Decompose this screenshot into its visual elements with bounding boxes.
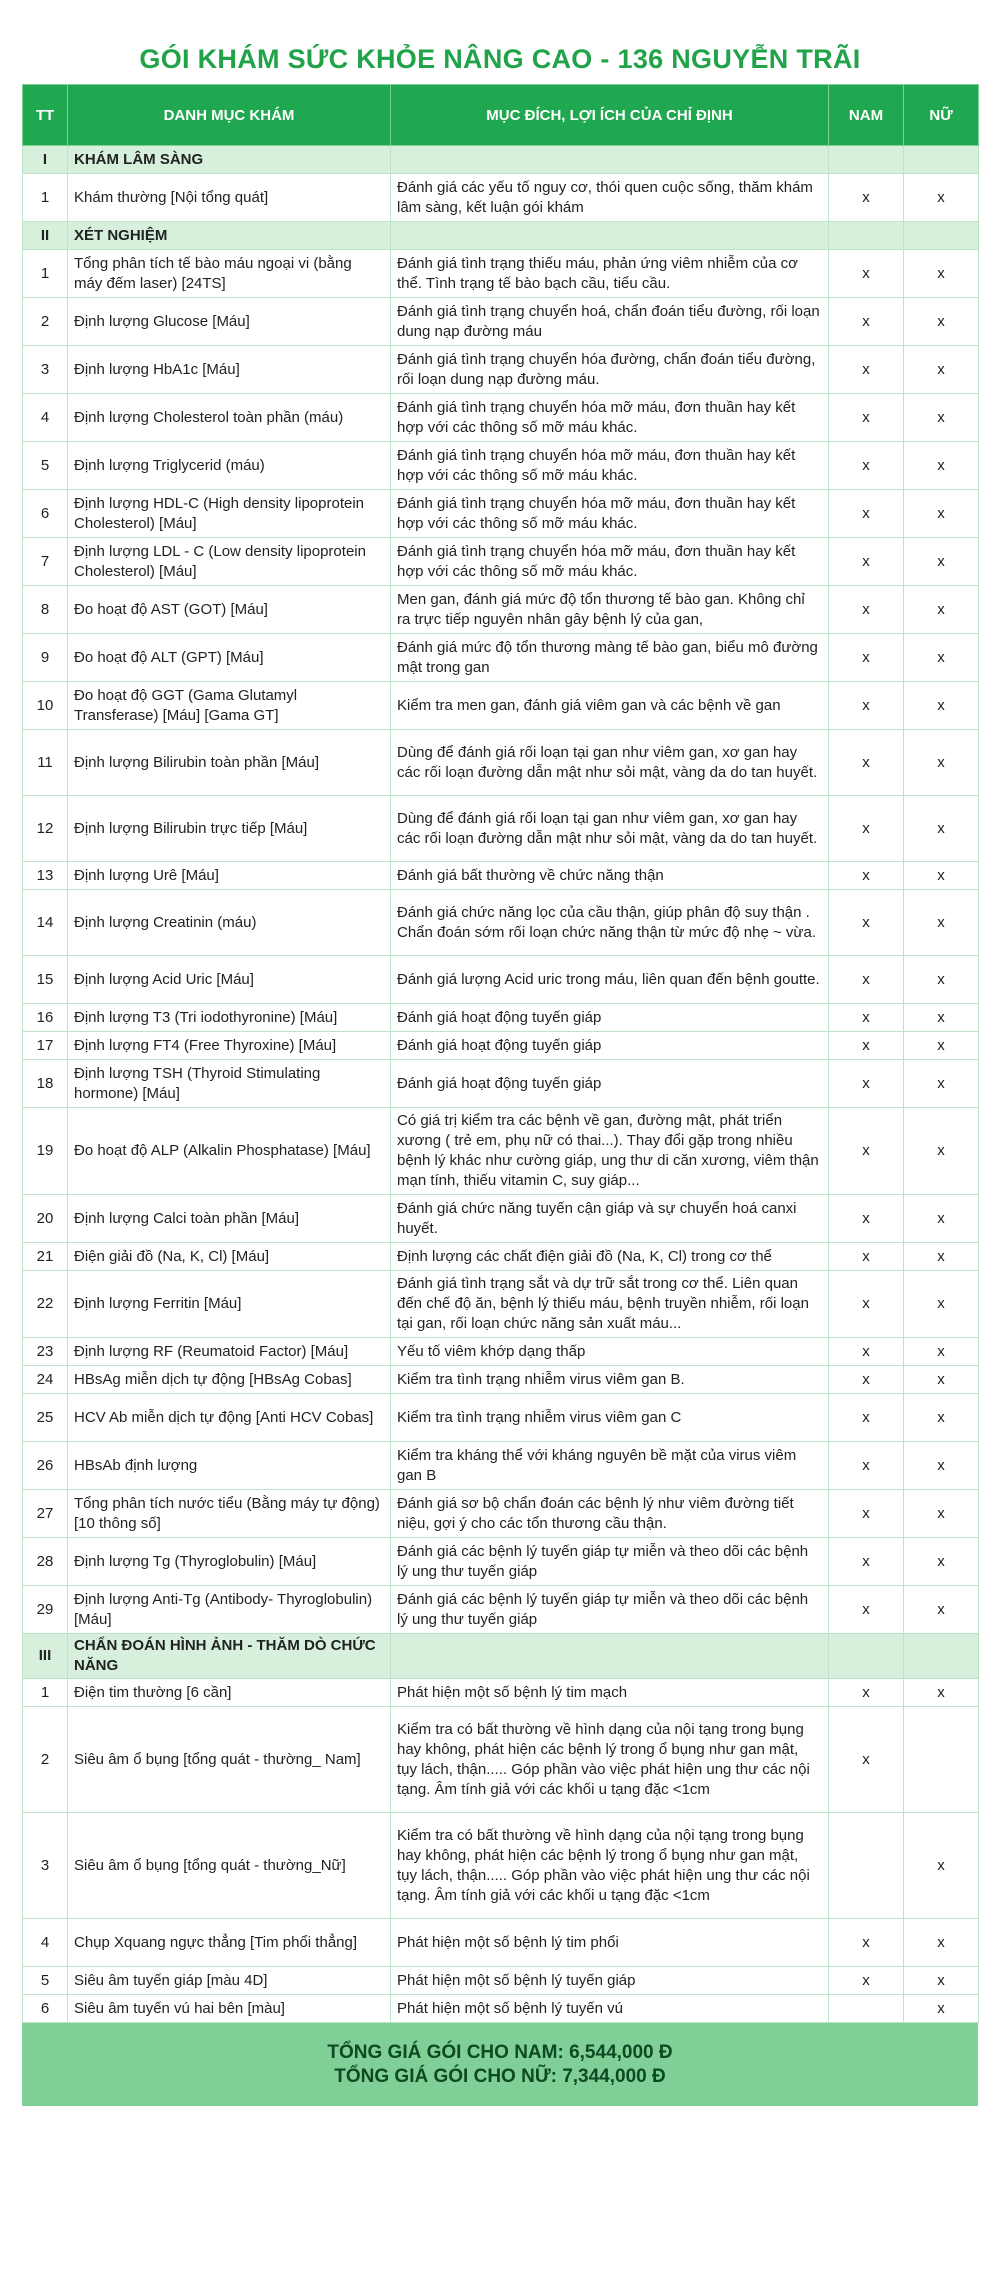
exam-purpose: Phát hiện một số bệnh lý tuyến giáp xyxy=(391,1967,829,1995)
table-row xyxy=(23,730,979,796)
male-mark: x xyxy=(829,394,904,442)
table-row xyxy=(23,1108,979,1195)
male-mark: x xyxy=(829,1394,904,1442)
row-number: 17 xyxy=(23,1032,68,1060)
female-mark: x xyxy=(904,1967,979,1995)
male-mark: x xyxy=(829,250,904,298)
row-number: 3 xyxy=(23,346,68,394)
header-nam: NAM xyxy=(829,85,904,146)
exam-purpose: Đánh giá tình trạng chuyển hóa mỡ máu, đơn thuần hay kết hợp với các thông số mỡ máu khác. xyxy=(391,538,829,586)
table-row xyxy=(23,442,979,490)
table-row xyxy=(23,682,979,730)
exam-purpose: Có giá trị kiểm tra các bệnh về gan, đường mật, phát triển xương ( trẻ em, phụ nữ có thai...). Thay đổi gặp trong nhiều bệnh lý khác như cường giáp, ung thư di căn xương, viêm thận mạn tính, thiếu vitamin C, suy giáp... xyxy=(391,1108,829,1195)
exam-name: Định lượng LDL - C (Low density lipoprotein Cholesterol) [Máu] xyxy=(68,538,391,586)
exam-purpose: Đánh giá chức năng lọc của cầu thận, giúp phân độ suy thận . Chẩn đoán sớm rối loạn chức năng thận từ mức độ nhẹ ~ vừa. xyxy=(391,890,829,956)
exam-purpose: Đánh giá tình trạng chuyển hóa mỡ máu, đơn thuần hay kết hợp với các thông số mỡ máu khác. xyxy=(391,394,829,442)
male-mark: x xyxy=(829,862,904,890)
table-row xyxy=(23,1679,979,1707)
table-row xyxy=(23,250,979,298)
exam-table xyxy=(22,84,979,2023)
row-number: I xyxy=(23,146,68,174)
exam-purpose: Kiểm tra tình trạng nhiễm virus viêm gan B. xyxy=(391,1366,829,1394)
exam-name: Định lượng Bilirubin toàn phần [Máu] xyxy=(68,730,391,796)
male-mark xyxy=(829,1995,904,2023)
row-number: 11 xyxy=(23,730,68,796)
female-mark: x xyxy=(904,1060,979,1108)
table-row xyxy=(23,1995,979,2023)
exam-purpose: Phát hiện một số bệnh lý tim mạch xyxy=(391,1679,829,1707)
table-row xyxy=(23,890,979,956)
exam-purpose: Yếu tố viêm khớp dạng thấp xyxy=(391,1338,829,1366)
exam-name: Đo hoạt độ AST (GOT) [Máu] xyxy=(68,586,391,634)
female-mark: x xyxy=(904,174,979,222)
female-mark: x xyxy=(904,796,979,862)
table-row xyxy=(23,394,979,442)
female-mark: x xyxy=(904,1586,979,1634)
male-mark: x xyxy=(829,1338,904,1366)
exam-purpose: Phát hiện một số bệnh lý tuyến vú xyxy=(391,1995,829,2023)
table-row xyxy=(23,1707,979,1813)
exam-name: Định lượng Glucose [Máu] xyxy=(68,298,391,346)
row-number: 27 xyxy=(23,1490,68,1538)
table-row xyxy=(23,1271,979,1338)
male-mark: x xyxy=(829,1243,904,1271)
exam-name: Đo hoạt độ ALP (Alkalin Phosphatase) [Máu] xyxy=(68,1108,391,1195)
exam-name: Siêu âm tuyến vú hai bên [màu] xyxy=(68,1995,391,2023)
female-mark xyxy=(904,146,979,174)
male-mark: x xyxy=(829,1004,904,1032)
female-mark: x xyxy=(904,890,979,956)
exam-name: Định lượng Urê [Máu] xyxy=(68,862,391,890)
exam-purpose: Đánh giá tình trạng thiếu máu, phản ứng viêm nhiễm của cơ thể. Tình trạng tế bào bạch cầu, tiểu cầu. xyxy=(391,250,829,298)
male-mark: x xyxy=(829,586,904,634)
row-number: 18 xyxy=(23,1060,68,1108)
row-number: 26 xyxy=(23,1442,68,1490)
exam-purpose: Đánh giá tình trạng chuyển hóa mỡ máu, đơn thuần hay kết hợp với các thông số mỡ máu khác. xyxy=(391,442,829,490)
male-mark: x xyxy=(829,890,904,956)
exam-name: Điện tim thường [6 cần] xyxy=(68,1679,391,1707)
table-row xyxy=(23,538,979,586)
row-number: 4 xyxy=(23,394,68,442)
female-mark: x xyxy=(904,586,979,634)
exam-purpose: Đánh giá chức năng tuyến cận giáp và sự chuyển hoá canxi huyết. xyxy=(391,1195,829,1243)
male-mark: x xyxy=(829,442,904,490)
row-number: 21 xyxy=(23,1243,68,1271)
row-number: 29 xyxy=(23,1586,68,1634)
row-number: 7 xyxy=(23,538,68,586)
exam-purpose: Đánh giá tình trạng chuyển hóa mỡ máu, đơn thuần hay kết hợp với các thông số mỡ máu khác. xyxy=(391,490,829,538)
exam-name: Đo hoạt độ GGT (Gama Glutamyl Transferase) [Máu] [Gama GT] xyxy=(68,682,391,730)
male-mark: x xyxy=(829,956,904,1004)
header-muc-dich: MỤC ĐÍCH, LỢI ÍCH CỦA CHỈ ĐỊNH xyxy=(391,85,829,146)
exam-purpose: Kiểm tra có bất thường về hình dạng của nội tạng trong bụng hay không, phát hiện các bệnh lý trong ổ bụng như gan mật, tụy lách, thận..... Góp phần vào việc phát hiện ung thư các nội tạng. Âm tính giả với các khối u tạng đặc <1cm xyxy=(391,1813,829,1919)
table-row xyxy=(23,1338,979,1366)
section-row xyxy=(23,222,979,250)
table-row xyxy=(23,490,979,538)
exam-purpose: Đánh giá hoạt động tuyến giáp xyxy=(391,1060,829,1108)
female-mark: x xyxy=(904,682,979,730)
row-number: 23 xyxy=(23,1338,68,1366)
male-mark: x xyxy=(829,298,904,346)
row-number: 14 xyxy=(23,890,68,956)
male-mark: x xyxy=(829,1108,904,1195)
male-mark: x xyxy=(829,634,904,682)
female-mark: x xyxy=(904,956,979,1004)
exam-name: Định lượng RF (Reumatoid Factor) [Máu] xyxy=(68,1338,391,1366)
table-row xyxy=(23,1366,979,1394)
female-mark: x xyxy=(904,250,979,298)
female-mark: x xyxy=(904,634,979,682)
exam-name: Siêu âm tuyến giáp [màu 4D] xyxy=(68,1967,391,1995)
male-mark xyxy=(829,1634,904,1679)
exam-name: Siêu âm ổ bụng [tổng quát - thường_Nữ] xyxy=(68,1813,391,1919)
female-mark: x xyxy=(904,442,979,490)
section-row xyxy=(23,1634,979,1679)
header-tt: TT xyxy=(23,85,68,146)
exam-purpose: Dùng để đánh giá rối loạn tại gan như viêm gan, xơ gan hay các rối loạn đường dẫn mật như sỏi mật, vàng da do tan huyết. xyxy=(391,796,829,862)
male-mark: x xyxy=(829,1490,904,1538)
male-mark: x xyxy=(829,682,904,730)
exam-purpose: Kiểm tra tình trạng nhiễm virus viêm gan C xyxy=(391,1394,829,1442)
female-mark xyxy=(904,1707,979,1813)
exam-purpose: Kiểm tra có bất thường về hình dạng của nội tạng trong bụng hay không, phát hiện các bệnh lý trong ổ bụng như gan mật, tụy lách, thận..... Góp phần vào việc phát hiện ung thư các nội tạng. Âm tính giả với các khối u tạng đặc <1cm xyxy=(391,1707,829,1813)
female-mark: x xyxy=(904,394,979,442)
row-number: 6 xyxy=(23,490,68,538)
female-mark: x xyxy=(904,1813,979,1919)
male-mark xyxy=(829,222,904,250)
row-number: 12 xyxy=(23,796,68,862)
male-mark xyxy=(829,146,904,174)
exam-name: Tổng phân tích nước tiểu (Bằng máy tự động) [10 thông số] xyxy=(68,1490,391,1538)
exam-purpose xyxy=(391,146,829,174)
table-row xyxy=(23,1813,979,1919)
table-row xyxy=(23,1442,979,1490)
male-mark: x xyxy=(829,490,904,538)
female-mark: x xyxy=(904,1366,979,1394)
female-mark xyxy=(904,1634,979,1679)
row-number: 25 xyxy=(23,1394,68,1442)
row-number: 22 xyxy=(23,1271,68,1338)
exam-name: Định lượng T3 (Tri iodothyronine) [Máu] xyxy=(68,1004,391,1032)
price-summary xyxy=(22,2023,978,2106)
male-mark xyxy=(829,1813,904,1919)
exam-name: Định lượng Bilirubin trực tiếp [Máu] xyxy=(68,796,391,862)
female-mark: x xyxy=(904,1195,979,1243)
exam-name: Khám thường [Nội tổng quát] xyxy=(68,174,391,222)
exam-purpose: Đánh giá tình trạng chuyển hoá, chẩn đoán tiểu đường, rối loạn dung nạp đường máu xyxy=(391,298,829,346)
table-row xyxy=(23,174,979,222)
exam-name: KHÁM LÂM SÀNG xyxy=(68,146,391,174)
table-row xyxy=(23,862,979,890)
row-number: 4 xyxy=(23,1919,68,1967)
exam-name: Định lượng Tg (Thyroglobulin) [Máu] xyxy=(68,1538,391,1586)
table-row xyxy=(23,1538,979,1586)
exam-purpose: Men gan, đánh giá mức độ tổn thương tế bào gan. Không chỉ ra trực tiếp nguyên nhân gây bệnh lý của gan, xyxy=(391,586,829,634)
row-number: 19 xyxy=(23,1108,68,1195)
exam-name: Định lượng Anti-Tg (Antibody- Thyroglobulin) [Máu] xyxy=(68,1586,391,1634)
table-row xyxy=(23,956,979,1004)
exam-name: Định lượng Calci toàn phần [Máu] xyxy=(68,1195,391,1243)
exam-name: Định lượng HbA1c [Máu] xyxy=(68,346,391,394)
row-number: 5 xyxy=(23,442,68,490)
table-row xyxy=(23,1032,979,1060)
row-number: 1 xyxy=(23,174,68,222)
female-mark: x xyxy=(904,1108,979,1195)
exam-purpose: Kiểm tra men gan, đánh giá viêm gan và các bệnh về gan xyxy=(391,682,829,730)
row-number: 20 xyxy=(23,1195,68,1243)
exam-name: XÉT NGHIỆM xyxy=(68,222,391,250)
row-number: III xyxy=(23,1634,68,1679)
row-number: 1 xyxy=(23,250,68,298)
female-mark xyxy=(904,222,979,250)
exam-purpose: Đánh giá các bệnh lý tuyến giáp tự miễn và theo dõi các bệnh lý ung thư tuyến giáp xyxy=(391,1538,829,1586)
table-row xyxy=(23,1394,979,1442)
row-number: 2 xyxy=(23,298,68,346)
table-row xyxy=(23,1967,979,1995)
table-header-row xyxy=(23,85,979,146)
row-number: 3 xyxy=(23,1813,68,1919)
female-mark: x xyxy=(904,538,979,586)
exam-name: HBsAb định lượng xyxy=(68,1442,391,1490)
female-mark: x xyxy=(904,862,979,890)
male-mark: x xyxy=(829,174,904,222)
female-mark: x xyxy=(904,298,979,346)
table-row xyxy=(23,1586,979,1634)
female-mark: x xyxy=(904,730,979,796)
row-number: 2 xyxy=(23,1707,68,1813)
male-mark: x xyxy=(829,1919,904,1967)
male-mark: x xyxy=(829,1679,904,1707)
female-mark: x xyxy=(904,1490,979,1538)
table-row xyxy=(23,586,979,634)
exam-name: HBsAg miễn dịch tự động [HBsAg Cobas] xyxy=(68,1366,391,1394)
table-row xyxy=(23,1919,979,1967)
table-row xyxy=(23,298,979,346)
female-mark: x xyxy=(904,1394,979,1442)
exam-purpose: Đánh giá hoạt động tuyến giáp xyxy=(391,1032,829,1060)
table-row xyxy=(23,1243,979,1271)
exam-purpose: Đánh giá các bệnh lý tuyến giáp tự miễn và theo dõi các bệnh lý ung thư tuyến giáp xyxy=(391,1586,829,1634)
header-nu: NỮ xyxy=(904,85,979,146)
exam-purpose: Đánh giá lượng Acid uric trong máu, liên quan đến bệnh goutte. xyxy=(391,956,829,1004)
row-number: 13 xyxy=(23,862,68,890)
male-mark: x xyxy=(829,730,904,796)
female-mark: x xyxy=(904,1538,979,1586)
price-table-container xyxy=(22,84,978,2106)
exam-purpose: Đánh giá bất thường về chức năng thận xyxy=(391,862,829,890)
exam-name: Định lượng Ferritin [Máu] xyxy=(68,1271,391,1338)
male-mark: x xyxy=(829,346,904,394)
exam-name: Siêu âm ổ bụng [tổng quát - thường_ Nam] xyxy=(68,1707,391,1813)
exam-name: Điện giải đồ (Na, K, Cl) [Máu] xyxy=(68,1243,391,1271)
female-mark: x xyxy=(904,1442,979,1490)
exam-purpose: Đánh giá hoạt động tuyến giáp xyxy=(391,1004,829,1032)
female-mark: x xyxy=(904,1004,979,1032)
female-mark: x xyxy=(904,1271,979,1338)
page-title: GÓI KHÁM SỨC KHỎE NÂNG CAO - 136 NGUYỄN TRÃI xyxy=(139,43,861,74)
exam-purpose: Định lượng các chất điện giải đồ (Na, K, Cl) trong cơ thể xyxy=(391,1243,829,1271)
male-mark: x xyxy=(829,1032,904,1060)
exam-purpose: Đánh giá tình trạng chuyển hóa đường, chẩn đoán tiểu đường, rối loạn dung nạp đường máu. xyxy=(391,346,829,394)
female-mark: x xyxy=(904,490,979,538)
male-mark: x xyxy=(829,1967,904,1995)
row-number: 5 xyxy=(23,1967,68,1995)
female-mark: x xyxy=(904,1995,979,2023)
table-row xyxy=(23,1490,979,1538)
exam-name: Định lượng Triglycerid (máu) xyxy=(68,442,391,490)
row-number: 16 xyxy=(23,1004,68,1032)
table-row xyxy=(23,1060,979,1108)
table-row xyxy=(23,634,979,682)
female-mark: x xyxy=(904,1243,979,1271)
male-mark: x xyxy=(829,1366,904,1394)
male-mark: x xyxy=(829,1195,904,1243)
table-row xyxy=(23,346,979,394)
exam-name: CHẨN ĐOÁN HÌNH ẢNH - THĂM DÒ CHỨC NĂNG xyxy=(68,1634,391,1679)
female-mark: x xyxy=(904,1919,979,1967)
male-mark: x xyxy=(829,1707,904,1813)
row-number: 1 xyxy=(23,1679,68,1707)
exam-name: Định lượng Cholesterol toàn phần (máu) xyxy=(68,394,391,442)
exam-purpose xyxy=(391,1634,829,1679)
table-body xyxy=(23,146,979,2023)
exam-purpose: Kiểm tra kháng thể với kháng nguyên bề mặt của virus viêm gan B xyxy=(391,1442,829,1490)
female-mark: x xyxy=(904,1679,979,1707)
exam-purpose: Phát hiện một số bệnh lý tim phổi xyxy=(391,1919,829,1967)
male-mark: x xyxy=(829,1271,904,1338)
female-mark: x xyxy=(904,346,979,394)
row-number: 9 xyxy=(23,634,68,682)
male-mark: x xyxy=(829,1586,904,1634)
row-number: II xyxy=(23,222,68,250)
female-mark: x xyxy=(904,1032,979,1060)
exam-name: Định lượng TSH (Thyroid Stimulating hormone) [Máu] xyxy=(68,1060,391,1108)
male-mark: x xyxy=(829,1538,904,1586)
exam-name: Định lượng Acid Uric [Máu] xyxy=(68,956,391,1004)
row-number: 6 xyxy=(23,1995,68,2023)
table-row xyxy=(23,1004,979,1032)
row-number: 28 xyxy=(23,1538,68,1586)
exam-name: Định lượng Creatinin (máu) xyxy=(68,890,391,956)
female-mark: x xyxy=(904,1338,979,1366)
exam-name: Chụp Xquang ngực thẳng [Tim phổi thẳng] xyxy=(68,1919,391,1967)
row-number: 24 xyxy=(23,1366,68,1394)
male-mark: x xyxy=(829,1442,904,1490)
exam-name: Định lượng HDL-C (High density lipoprotein Cholesterol) [Máu] xyxy=(68,490,391,538)
row-number: 8 xyxy=(23,586,68,634)
row-number: 10 xyxy=(23,682,68,730)
row-number: 15 xyxy=(23,956,68,1004)
table-row xyxy=(23,1195,979,1243)
exam-purpose xyxy=(391,222,829,250)
exam-purpose: Dùng để đánh giá rối loạn tại gan như viêm gan, xơ gan hay các rối loạn đường dẫn mật như sỏi mật, vàng da do tan huyết. xyxy=(391,730,829,796)
price-male: TỔNG GIÁ GÓI CHO NAM: 6,544,000 Đ xyxy=(327,2041,673,2063)
exam-name: Định lượng FT4 (Free Thyroxine) [Máu] xyxy=(68,1032,391,1060)
exam-purpose: Đánh giá mức độ tổn thương màng tế bào gan, biểu mô đường mật trong gan xyxy=(391,634,829,682)
table-row xyxy=(23,796,979,862)
exam-name: Tổng phân tích tế bào máu ngoại vi (bằng máy đếm laser) [24TS] xyxy=(68,250,391,298)
section-row xyxy=(23,146,979,174)
exam-purpose: Đánh giá tình trạng sắt và dự trữ sắt trong cơ thể. Liên quan đến chế độ ăn, bệnh lý thiếu máu, bệnh truyền nhiễm, rối loạn tại gan, rối loạn chức năng sản xuất máu... xyxy=(391,1271,829,1338)
male-mark: x xyxy=(829,1060,904,1108)
male-mark: x xyxy=(829,538,904,586)
male-mark: x xyxy=(829,796,904,862)
exam-name: Đo hoạt độ ALT (GPT) [Máu] xyxy=(68,634,391,682)
price-female: TỔNG GIÁ GÓI CHO NỮ: 7,344,000 Đ xyxy=(334,2065,666,2087)
exam-name: HCV Ab miễn dịch tự động [Anti HCV Cobas] xyxy=(68,1394,391,1442)
header-danh-muc: DANH MỤC KHÁM xyxy=(68,85,391,146)
exam-purpose: Đánh giá các yếu tố nguy cơ, thói quen cuộc sống, thăm khám lâm sàng, kết luận gói khám xyxy=(391,174,829,222)
exam-purpose: Đánh giá sơ bộ chẩn đoán các bệnh lý như viêm đường tiết niệu, gợi ý cho các tổn thương cầu thận. xyxy=(391,1490,829,1538)
